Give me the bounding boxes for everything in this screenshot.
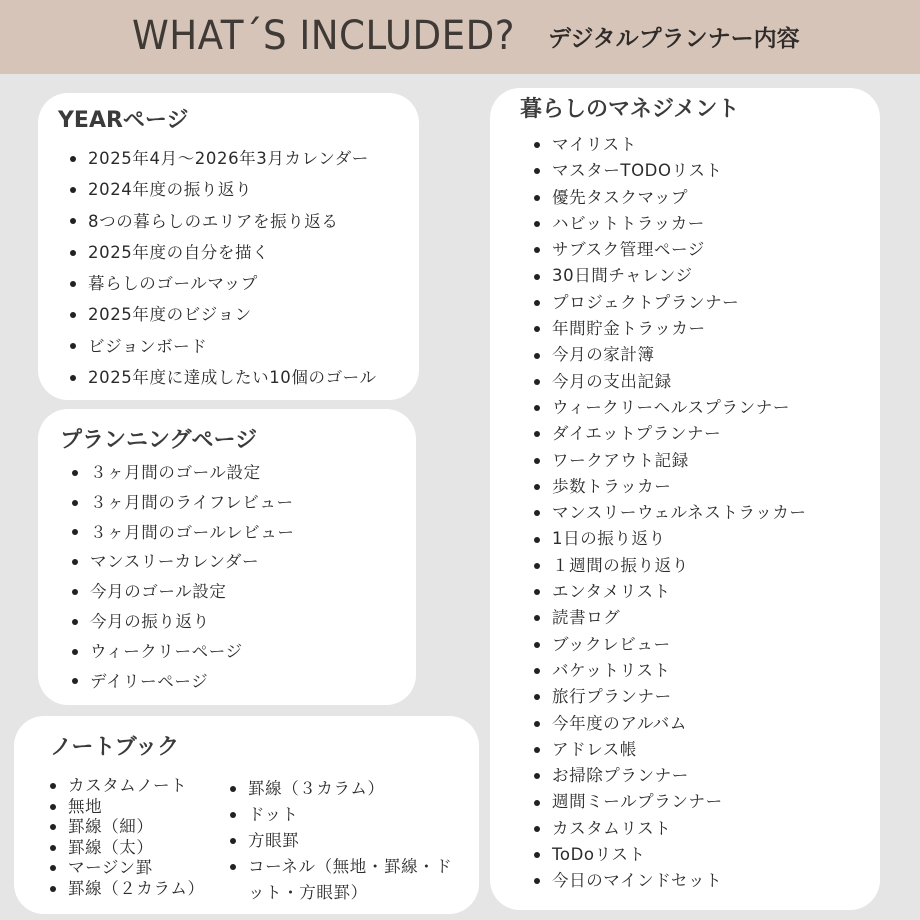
list-item: 無地: [46, 797, 205, 818]
list-item: 年間貯金トラッカー: [530, 316, 807, 342]
list-item: 今年度のアルバム: [530, 711, 807, 737]
list-item: エンタメリスト: [530, 579, 807, 605]
list-item: 2025年度のビジョン: [66, 299, 377, 330]
list-item: ウィークリーページ: [68, 637, 294, 667]
list-item: 方眼罫: [226, 828, 458, 854]
notebook-title: ノートブック: [50, 735, 180, 760]
list-item: ウィークリーヘルスプランナー: [530, 395, 807, 421]
list-item: ３ヶ月間のライフレビュー: [68, 488, 294, 518]
list-item: デイリーページ: [68, 667, 294, 697]
notebook-list-left: [46, 776, 205, 899]
list-item: マスターTODOリスト: [530, 158, 807, 184]
list-item: ブックレビュー: [530, 632, 807, 658]
list-item: 30日間チャレンジ: [530, 263, 807, 289]
notebook-card: [14, 716, 479, 914]
list-item: ３ヶ月間のゴール設定: [68, 458, 294, 488]
list-item: カスタムリスト: [530, 816, 807, 842]
list-item: 優先タスクマップ: [530, 185, 807, 211]
list-item: 歩数トラッカー: [530, 474, 807, 500]
list-item: 週間ミールプランナー: [530, 789, 807, 815]
list-item: ハビットトラッカー: [530, 211, 807, 237]
list-item: 罫線（２カラム）: [46, 879, 205, 900]
list-item: 1日の振り返り: [530, 526, 807, 552]
list-item: サブスク管理ページ: [530, 237, 807, 263]
list-item: 今日のマインドセット: [530, 868, 807, 894]
list-item: 罫線（太）: [46, 838, 205, 859]
list-item: バケットリスト: [530, 658, 807, 684]
list-item: マイリスト: [530, 132, 807, 158]
list-item: 罫線（細）: [46, 817, 205, 838]
list-item: 2024年度の振り返り: [66, 174, 377, 205]
list-item: カスタムノート: [46, 776, 205, 797]
year-pages-title: YEARページ: [58, 108, 189, 133]
list-item: １週間の振り返り: [530, 553, 807, 579]
list-item: 2025年度の自分を描く: [66, 237, 377, 268]
year-pages-card: [38, 93, 419, 400]
life-management-list: [530, 132, 807, 895]
list-item: 今月の家計簿: [530, 342, 807, 368]
list-item: プロジェクトプランナー: [530, 290, 807, 316]
list-item: 今月の振り返り: [68, 607, 294, 637]
planning-pages-list: [68, 458, 294, 696]
list-item: マンスリーカレンダー: [68, 547, 294, 577]
list-item: お掃除プランナー: [530, 763, 807, 789]
planning-pages-title: プランニングページ: [60, 428, 258, 453]
life-management-card: [490, 88, 880, 910]
year-pages-list: [66, 143, 377, 393]
life-management-title: 暮らしのマネジメント: [520, 97, 740, 122]
list-item: マージン罫: [46, 858, 205, 879]
notebook-list-right: [226, 776, 458, 906]
list-item: ToDoリスト: [530, 842, 807, 868]
header-title-en: WHAT´S INCLUDED?: [132, 13, 515, 59]
list-item: 今月のゴール設定: [68, 577, 294, 607]
list-item: 暮らしのゴールマップ: [66, 268, 377, 299]
list-item: アドレス帳: [530, 737, 807, 763]
header-title-ja: デジタルプランナー内容: [548, 26, 800, 52]
list-item: 2025年度に達成したい10個のゴール: [66, 362, 377, 393]
list-item: ダイエットプランナー: [530, 421, 807, 447]
list-item: 2025年4月〜2026年3月カレンダー: [66, 143, 377, 174]
list-item: ドット: [226, 802, 458, 828]
list-item: 今月の支出記録: [530, 369, 807, 395]
list-item: ３ヶ月間のゴールレビュー: [68, 518, 294, 548]
header-banner: [0, 0, 920, 74]
list-item: 読書ログ: [530, 605, 807, 631]
list-item: 8つの暮らしのエリアを振り返る: [66, 206, 377, 237]
list-item: ビジョンボード: [66, 331, 377, 362]
list-item: マンスリーウェルネストラッカー: [530, 500, 807, 526]
list-item: ワークアウト記録: [530, 448, 807, 474]
list-item: 罫線（３カラム）: [226, 776, 458, 802]
list-item: コーネル（無地・罫線・ドット・方眼罫）: [226, 854, 458, 906]
list-item: 旅行プランナー: [530, 684, 807, 710]
planning-pages-card: [38, 409, 416, 705]
